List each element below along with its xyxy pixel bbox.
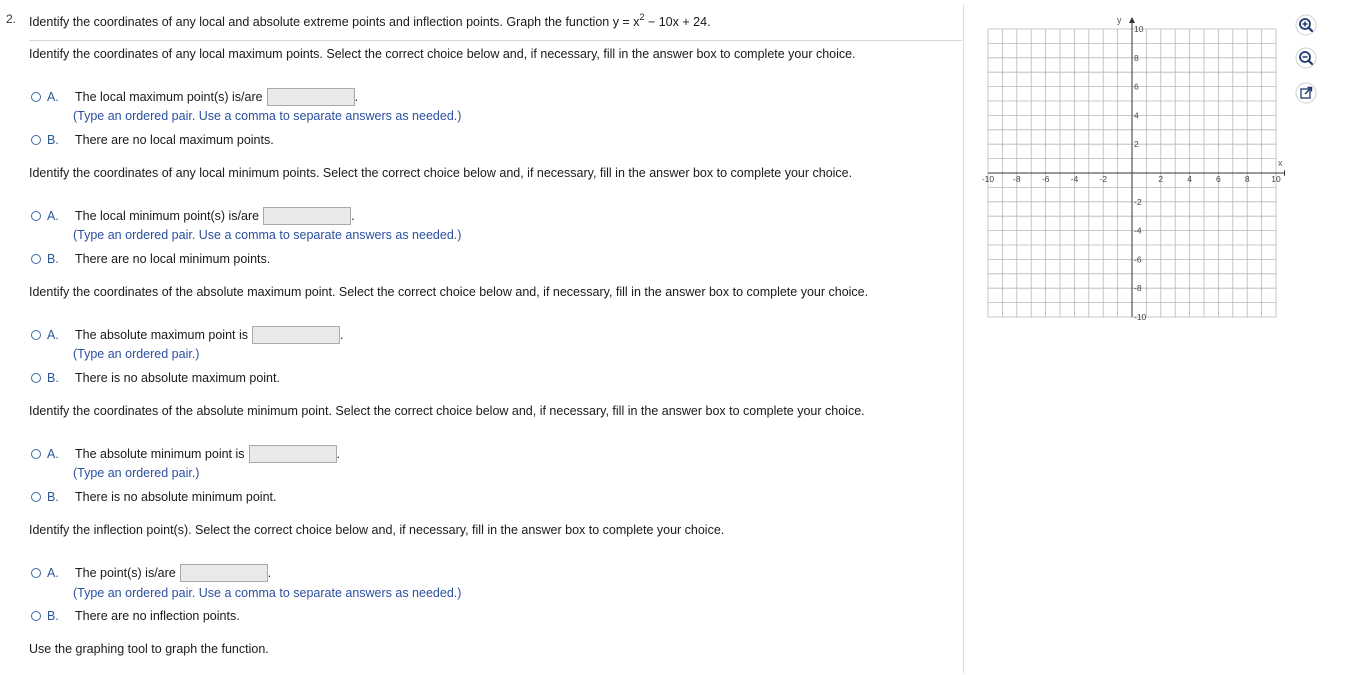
y-tick-label: -8 — [1134, 283, 1142, 294]
radio-local-min-a[interactable] — [31, 211, 41, 221]
question-text-after: − 10x + 24. — [644, 15, 711, 29]
prompt-local-min: Identify the coordinates of any local minimum points. Select the correct choice below and, if necessary, fill in the answer box to complete your choice. — [29, 166, 853, 180]
x-tick-label: 8 — [1244, 174, 1250, 184]
header-divider — [29, 40, 962, 41]
prompt-abs-max: Identify the coordinates of the absolute maximum point. Select the correct choice below and, if necessary, fill in the answer box to complete your choice. — [29, 285, 869, 299]
choice-local-min-b[interactable] — [31, 252, 270, 266]
prompt-local-max: Identify the coordinates of any local maximum points. Select the correct choice below and, if necessary, fill in the answer box to complete your choice. — [29, 47, 856, 61]
tick-labels — [982, 24, 1281, 320]
choice-inflection-a[interactable]: A. The point(s) is/are . — [31, 564, 272, 582]
choice-letter: A. — [47, 447, 59, 461]
choice-text: There is no absolute maximum point. — [75, 371, 280, 385]
hint-abs-min: (Type an ordered pair.) — [73, 466, 200, 480]
radio-local-min-b[interactable] — [31, 254, 41, 264]
hint-local-max: (Type an ordered pair. Use a comma to separate answers as needed.) — [73, 109, 462, 123]
choice-text: There is no absolute minimum point. — [75, 490, 277, 504]
question-text — [29, 12, 711, 29]
x-tick-label: 4 — [1187, 174, 1192, 184]
x-tick-label: -8 — [1013, 174, 1021, 184]
x-tick-label: -6 — [1041, 174, 1050, 184]
zoom-in-icon[interactable] — [1295, 14, 1317, 36]
y-tick-label: -2 — [1134, 196, 1142, 207]
choice-local-max-a[interactable]: A. The local maximum point(s) is/are . — [31, 88, 359, 106]
choice-inflection-b[interactable] — [31, 609, 240, 623]
y-axis-label: y — [1117, 15, 1122, 25]
answer-box-local-max[interactable] — [267, 88, 355, 106]
y-tick-label: 8 — [1134, 52, 1139, 63]
choice-abs-min-b[interactable] — [31, 490, 276, 504]
radio-local-max-a[interactable] — [31, 92, 41, 102]
choice-letter: B. — [47, 609, 59, 623]
question-exponent: 2 — [639, 12, 645, 22]
x-tick-label: 6 — [1216, 174, 1221, 184]
choice-letter: A. — [47, 328, 59, 342]
y-axis-arrow — [1129, 17, 1135, 23]
choice-abs-min-a[interactable]: A. The absolute minimum point is . — [31, 445, 341, 463]
choice-text: There are no local maximum points. — [75, 133, 274, 147]
y-tick-label: 10 — [1134, 24, 1144, 34]
y-tick-label: 6 — [1134, 81, 1139, 92]
x-tick-label: -10 — [981, 174, 995, 184]
choice-text: The absolute maximum point is — [75, 328, 248, 342]
hint-inflection: (Type an ordered pair. Use a comma to separate answers as needed.) — [73, 586, 462, 600]
zoom-out-icon[interactable] — [1295, 47, 1317, 69]
choice-letter: B. — [47, 490, 59, 504]
choice-letter: A. — [47, 566, 59, 580]
panel-divider — [963, 5, 964, 673]
footer-instruction: Use the graphing tool to graph the function. — [29, 642, 269, 656]
choice-abs-max-b[interactable] — [31, 371, 280, 385]
prompt-inflection: Identify the inflection point(s). Select the correct choice below and, if necessary, fill in the answer box to complete your choice. — [29, 523, 725, 537]
choice-text: The local maximum point(s) is/are — [75, 90, 263, 104]
choice-text: The point(s) is/are — [75, 566, 176, 580]
choice-abs-max-a[interactable]: A. The absolute maximum point is . — [31, 326, 344, 344]
answer-box-local-min[interactable] — [263, 207, 351, 225]
radio-local-max-b[interactable] — [31, 135, 41, 145]
choice-text: There are no inflection points. — [75, 609, 240, 623]
radio-inflection-b[interactable] — [31, 611, 41, 621]
radio-abs-min-a[interactable] — [31, 449, 41, 459]
y-tick-label: -4 — [1134, 225, 1142, 236]
choice-local-min-a[interactable]: A. The local minimum point(s) is/are . — [31, 207, 355, 225]
prompt-abs-min: Identify the coordinates of the absolute minimum point. Select the correct choice below and, if necessary, fill in the answer box to complete your choice. — [29, 404, 865, 418]
radio-abs-min-b[interactable] — [31, 492, 41, 502]
answer-box-inflection[interactable] — [180, 564, 268, 582]
choice-letter: A. — [47, 209, 59, 223]
choice-text: The local minimum point(s) is/are — [75, 209, 260, 223]
popout-icon[interactable] — [1295, 82, 1317, 104]
choice-letter: B. — [47, 252, 59, 266]
radio-inflection-a[interactable] — [31, 568, 41, 578]
graphing-tool[interactable] — [975, 10, 1285, 320]
choice-text: The absolute minimum point is — [75, 447, 245, 461]
hint-abs-max: (Type an ordered pair.) — [73, 347, 200, 361]
y-tick-label: 4 — [1134, 110, 1139, 121]
x-tick-label: -4 — [1070, 174, 1079, 184]
x-tick-label: -2 — [1099, 174, 1107, 184]
answer-box-abs-min[interactable] — [249, 445, 337, 463]
choice-local-max-b[interactable] — [31, 133, 274, 147]
hint-local-min: (Type an ordered pair. Use a comma to separate answers as needed.) — [73, 228, 462, 242]
y-tick-label: -10 — [1134, 312, 1147, 320]
question-text-before: Identify the coordinates of any local and absolute extreme points and inflection points. Graph the function y = x — [29, 15, 640, 29]
radio-abs-max-b[interactable] — [31, 373, 41, 383]
x-axis-label: x — [1278, 158, 1283, 168]
choice-letter: A. — [47, 90, 59, 104]
x-axis-arrow — [1284, 170, 1285, 176]
choice-text: There are no local minimum points. — [75, 252, 271, 266]
x-tick-label: 2 — [1158, 174, 1164, 184]
choice-letter: B. — [47, 371, 59, 385]
answer-box-abs-max[interactable] — [252, 326, 340, 344]
y-tick-label: -6 — [1134, 254, 1142, 265]
radio-abs-max-a[interactable] — [31, 330, 41, 340]
question-number: 2. — [6, 12, 17, 26]
y-tick-label: 2 — [1134, 139, 1139, 150]
x-tick-label: 10 — [1271, 174, 1281, 184]
choice-letter: B. — [47, 133, 59, 147]
